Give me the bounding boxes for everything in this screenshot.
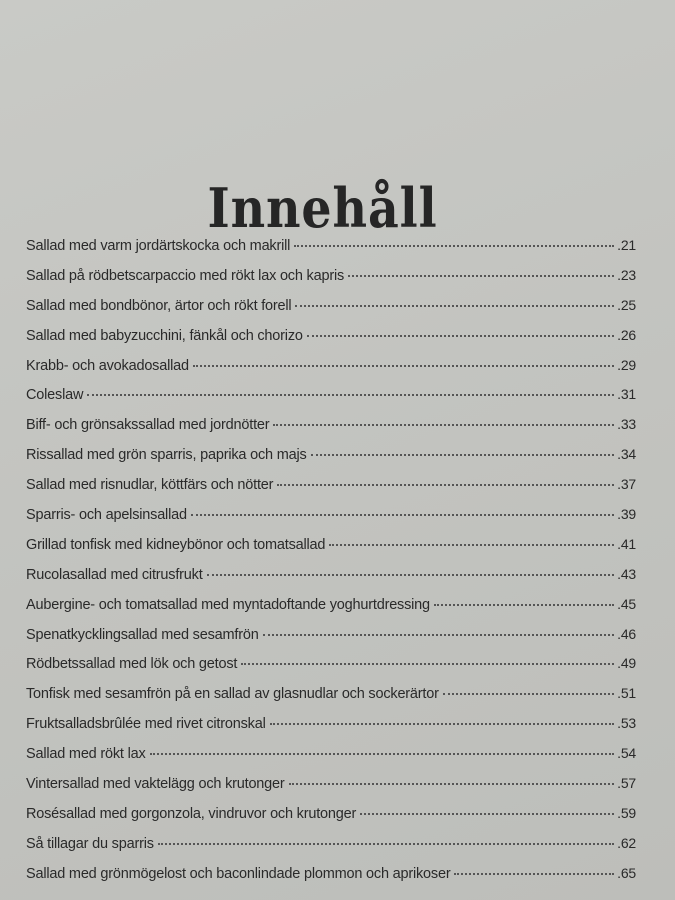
dot-leader bbox=[277, 484, 614, 486]
toc-entry-title: Tonfisk med sesamfrön på en sallad av glasnudlar och sockerärtor bbox=[26, 686, 439, 703]
toc-entry-page-number: .53 bbox=[617, 715, 636, 732]
toc-entry-page-number: .51 bbox=[617, 685, 636, 702]
toc-entry-title: Rosésallad med gorgonzola, vindruvor och krutonger bbox=[26, 805, 357, 822]
dot-leader bbox=[294, 245, 614, 247]
toc-entry bbox=[26, 446, 636, 476]
toc-entry-title: Sallad med babyzucchini, fänkål och chorizo bbox=[26, 327, 303, 344]
toc-entry-title: Sallad med bondbönor, ärtor och rökt forell bbox=[26, 297, 292, 314]
toc-entry-page-number: .45 bbox=[617, 595, 636, 612]
toc-entry bbox=[26, 596, 636, 626]
dot-leader bbox=[150, 753, 615, 755]
dot-leader bbox=[311, 454, 615, 456]
dot-leader bbox=[454, 873, 614, 875]
toc-entry bbox=[26, 476, 636, 506]
toc-entry-page-number: .33 bbox=[617, 416, 636, 433]
toc-entry bbox=[26, 835, 636, 865]
toc-entry bbox=[26, 626, 636, 656]
dot-leader bbox=[193, 365, 614, 367]
toc-entry bbox=[26, 745, 636, 775]
toc-entry-page-number: .26 bbox=[617, 326, 636, 343]
toc-entry-page-number: .57 bbox=[617, 775, 636, 792]
dot-leader bbox=[360, 813, 614, 815]
toc-entry bbox=[26, 685, 636, 715]
dot-leader bbox=[307, 335, 614, 337]
toc-entry-title: Sparris- och apelsinsallad bbox=[26, 507, 187, 524]
toc-entry-page-number: .49 bbox=[617, 655, 636, 672]
toc-entry-title: Sallad med grönmögelost och baconlindade plommon och aprikoser bbox=[26, 865, 451, 882]
toc-entry-title: Biff- och grönsakssallad med jordnötter bbox=[26, 417, 270, 434]
toc-entry-title: Spenatkycklingsallad med sesamfrön bbox=[26, 626, 259, 643]
dot-leader bbox=[289, 783, 615, 785]
toc-entry-title: Grillad tonfisk med kidneybönor och tomatsallad bbox=[26, 536, 326, 553]
toc-entry bbox=[26, 416, 636, 446]
toc-entry-title: Fruktsalladsbrûlée med rivet citronskal bbox=[26, 716, 266, 733]
toc-entry-title: Rissallad med grön sparris, paprika och majs bbox=[26, 447, 307, 464]
dot-leader bbox=[158, 843, 614, 845]
dot-leader bbox=[443, 693, 614, 695]
page-title: Innehåll bbox=[207, 176, 438, 241]
toc-entry bbox=[26, 267, 636, 297]
dot-leader bbox=[348, 275, 614, 277]
table-of-contents bbox=[26, 237, 636, 895]
toc-entry bbox=[26, 655, 636, 685]
toc-entry-page-number: .41 bbox=[617, 535, 636, 552]
toc-entry-title: Sallad på rödbetscarpaccio med rökt lax och kapris bbox=[26, 267, 345, 284]
toc-entry bbox=[26, 566, 636, 596]
toc-entry bbox=[26, 297, 636, 327]
dot-leader bbox=[270, 723, 615, 725]
toc-entry-title: Krabb- och avokadosallad bbox=[26, 357, 189, 374]
toc-entry-title: Så tillagar du sparris bbox=[26, 835, 154, 852]
toc-entry bbox=[26, 865, 636, 895]
toc-entry-page-number: .25 bbox=[617, 296, 636, 313]
dot-leader bbox=[329, 544, 614, 546]
toc-entry-page-number: .39 bbox=[617, 506, 636, 523]
dot-leader bbox=[295, 305, 614, 307]
toc-entry-title: Vintersallad med vaktelägg och krutonger bbox=[26, 776, 285, 793]
toc-entry-page-number: .43 bbox=[617, 565, 636, 582]
toc-entry-title: Sallad med risnudlar, köttfärs och nötter bbox=[26, 477, 274, 494]
toc-entry-page-number: .21 bbox=[617, 237, 636, 253]
dot-leader bbox=[263, 634, 615, 636]
toc-entry-page-number: .23 bbox=[617, 266, 636, 283]
toc-entry-title: Rödbetssallad med lök och getost bbox=[26, 656, 238, 673]
dot-leader bbox=[207, 574, 615, 576]
toc-entry-page-number: .34 bbox=[617, 446, 636, 463]
toc-entry-page-number: .54 bbox=[617, 745, 636, 762]
toc-entry bbox=[26, 386, 636, 416]
dot-leader bbox=[434, 604, 614, 606]
dot-leader bbox=[241, 663, 614, 665]
toc-entry-page-number: .46 bbox=[617, 625, 636, 642]
dot-leader bbox=[273, 424, 614, 426]
toc-entry-page-number: .29 bbox=[617, 356, 636, 373]
toc-entry bbox=[26, 357, 636, 387]
toc-entry bbox=[26, 237, 636, 267]
toc-entry-title: Rucolasallad med citrusfrukt bbox=[26, 566, 203, 583]
toc-entry bbox=[26, 327, 636, 357]
toc-entry-page-number: .31 bbox=[617, 386, 636, 403]
dot-leader bbox=[191, 514, 614, 516]
toc-entry-page-number: .65 bbox=[617, 864, 636, 881]
toc-entry-page-number: .59 bbox=[617, 804, 636, 821]
toc-entry-page-number: .37 bbox=[617, 476, 636, 493]
dot-leader bbox=[87, 394, 614, 396]
toc-entry-title: Sallad med rökt lax bbox=[26, 746, 146, 763]
toc-entry bbox=[26, 506, 636, 536]
toc-entry-page-number: .62 bbox=[617, 834, 636, 851]
toc-entry-title: Aubergine- och tomatsallad med myntadoftande yoghurtdressing bbox=[26, 596, 430, 613]
toc-entry bbox=[26, 715, 636, 745]
toc-entry bbox=[26, 805, 636, 835]
toc-entry-title: Sallad med varm jordärtskocka och makrill bbox=[26, 238, 291, 254]
toc-entry bbox=[26, 775, 636, 805]
toc-entry bbox=[26, 536, 636, 566]
toc-entry-title: Coleslaw bbox=[26, 387, 84, 404]
